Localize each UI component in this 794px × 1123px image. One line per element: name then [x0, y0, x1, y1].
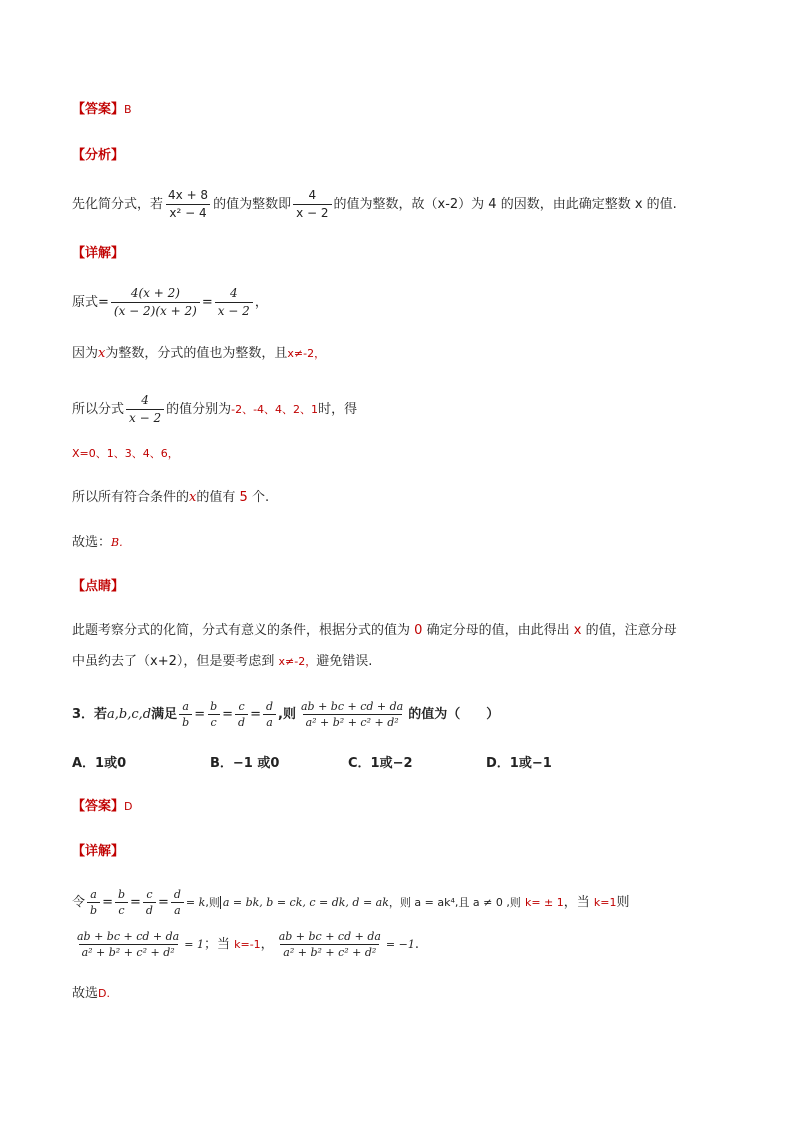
q3-then: ,则 [278, 707, 296, 722]
detail-l5x: x [189, 490, 197, 505]
analysis-heading [72, 146, 124, 166]
detail-l2a: 因为 [72, 346, 99, 361]
q3-big-den: a² + b² + c² + d² [303, 714, 402, 729]
fraction-4-num: 4 [229, 286, 238, 300]
q3-frac-b-den: c [208, 714, 220, 729]
sol-rels: a = bk, b = ck, c = dk, d = ak [220, 896, 389, 909]
comment-l1a: 此题考察分式的化简，分式有意义的条件，根据分式的值为 [72, 623, 411, 638]
detail-l3vals: -2、-4、4、2、1 [231, 403, 319, 416]
q3-frac-a-den: b [179, 714, 192, 729]
detail-l5c: 个. [251, 490, 270, 505]
sol-ling: 令 [72, 895, 86, 910]
option-b[interactable]: B．−1 或0 [210, 756, 280, 771]
sol-frac-b [115, 888, 128, 917]
q3-frac-c [235, 700, 248, 729]
comment-heading [72, 577, 124, 597]
sol-km1: k=-1 [234, 938, 261, 951]
analysis-tag: 【分析】 [72, 148, 125, 163]
fraction-4 [215, 286, 253, 319]
sol-dot: . [414, 937, 419, 952]
q3-num: 3．若 [72, 707, 108, 722]
comment-l1e: 的值，注意分母 [585, 623, 677, 638]
sol-big2-den: a² + b² + c² + d² [280, 944, 379, 959]
fraction-2-num: 4 [308, 188, 317, 202]
detail-l5a: 所以所有符合条件的 [72, 490, 190, 505]
sol-frac-b-num: b [117, 888, 126, 901]
sol-eq1: = [102, 895, 113, 910]
q3-vars: a,b,c,d [107, 707, 152, 722]
sol-big1-num: ab + bc + cd + da [77, 930, 180, 943]
sol-frac-d-den: a [171, 902, 184, 917]
sol-big-frac-2 [276, 930, 384, 959]
comment-l2a: 中虽约去了（x+2），但是要考虑到 [72, 654, 275, 669]
fraction-1-den: x² − 4 [166, 204, 209, 221]
fraction-5 [126, 393, 164, 426]
detail-l5b: 的值有 [196, 490, 236, 505]
detail-line-5 [72, 488, 269, 508]
sol-frac-d [171, 888, 184, 917]
sol-frac-c-num: c [146, 888, 153, 901]
question-3 [72, 700, 499, 729]
analysis-text [72, 188, 677, 221]
solution-final [72, 984, 110, 1004]
fraction-4-den: x − 2 [215, 302, 253, 319]
comment-l1c: 确定分母的值，由此得出 [426, 623, 570, 638]
fraction-1 [165, 188, 211, 221]
detail-heading [72, 244, 124, 264]
option-d[interactable]: D．1或−1 [486, 756, 552, 771]
sol-ze: 则 [616, 895, 630, 910]
sol-frac-a-num: a [90, 888, 97, 901]
fraction-2 [293, 188, 331, 221]
fraction-3-den: (x − 2)(x + 2) [111, 302, 200, 319]
q3-ask: 的值为（ ） [408, 707, 500, 722]
sol-rel2: ，则 a = ak⁴,且 a ≠ 0 ,则 [388, 896, 521, 909]
q3-frac-d-num: d [266, 700, 274, 713]
fraction-5-num: 4 [141, 393, 149, 407]
detail-heading-2 [72, 842, 124, 862]
q3-frac-a [179, 700, 192, 729]
detail-line-2 [72, 344, 325, 364]
sol-eq-one: = 1 [184, 938, 204, 951]
answer-value: B [124, 103, 132, 116]
sol-big2-num: ab + bc + cd + da [278, 930, 381, 943]
fraction-3-num: 4(x + 2) [130, 286, 180, 300]
sol-final-b: D. [98, 987, 110, 1000]
sol-frac-a [87, 888, 100, 917]
q3-options [72, 754, 624, 774]
answer-value-2: D [124, 800, 133, 813]
detail-l3b: 的值分别为 [166, 402, 232, 417]
detail-l2b: 为整数，分式的值也为整数，且 [105, 346, 288, 361]
q3-frac-d [263, 700, 276, 729]
answer-line-1 [72, 100, 132, 120]
sol-k1: k=1 [593, 896, 617, 909]
sol-frac-a-den: b [87, 902, 100, 917]
sol-kpm: k= ± 1 [524, 896, 564, 909]
comment-line-2 [72, 652, 372, 672]
detail-eq: = [201, 295, 213, 310]
comment-l2c: 避免错误. [316, 654, 373, 669]
q3-cond: 满足 [151, 707, 178, 722]
sol-eq-minus-one: = −1 [385, 938, 415, 951]
comment-tag: 【点睛】 [72, 579, 125, 594]
q3-eq2: = [222, 707, 234, 722]
detail-line-1 [72, 286, 268, 319]
q3-big-num: ab + bc + cd + da [301, 700, 404, 713]
q3-frac-c-den: d [235, 714, 248, 729]
comment-l2b: x≠-2， [278, 655, 317, 668]
option-c[interactable]: C．1或−2 [348, 756, 413, 771]
sol-big1-den: a² + b² + c² + d² [79, 944, 178, 959]
comment-l1b: 0 [414, 623, 423, 638]
detail-tag-2: 【详解】 [72, 844, 125, 859]
detail-l2c: x≠-2， [287, 347, 326, 360]
sol-k: = k [185, 896, 206, 909]
detail-tag: 【详解】 [72, 246, 125, 261]
fraction-1-num: 4x + 8 [168, 188, 209, 202]
q3-frac-c-num: c [238, 700, 245, 713]
q3-eq3: = [250, 707, 261, 722]
solution-line-1 [72, 888, 630, 917]
detail-l5n: 5 [239, 490, 248, 505]
sol-frac-c [143, 888, 156, 917]
comment-line-1 [72, 621, 677, 641]
q3-frac-d-den: a [263, 714, 276, 729]
sol-then: ,则 [205, 896, 220, 909]
detail-l6a: 故选： [72, 535, 112, 550]
q3-frac-b [207, 700, 220, 729]
sol-big-frac-1 [74, 930, 182, 959]
sol-frac-b-den: c [115, 902, 127, 917]
analysis-pre: 先化简分式，若 [72, 197, 164, 212]
q3-frac-b-num: b [210, 700, 218, 713]
detail-l3c: 时，得 [318, 402, 358, 417]
q3-big-frac [298, 700, 406, 729]
comment-l1d: x [573, 623, 582, 638]
sol-eq2: = [130, 895, 141, 910]
option-a[interactable]: A．1或0 [72, 756, 127, 771]
answer-line-2 [72, 797, 133, 817]
sol-eq3: = [157, 895, 169, 910]
sol-final-a: 故选 [72, 986, 99, 1001]
analysis-post: 的值为整数，故（x-2）为 4 的因数，由此确定整数 x 的值. [333, 197, 677, 212]
sol-frac-c-den: d [143, 902, 156, 917]
answer-tag-2: 【答案】 [72, 799, 125, 814]
detail-l6b: B. [111, 536, 123, 549]
detail-line-3 [72, 393, 357, 426]
analysis-mid: 的值为整数即 [213, 197, 292, 212]
detail-line-4: X=0、1、3、4、6， [72, 447, 179, 460]
sol-comma: ， [260, 937, 274, 952]
detail-tail: ， [254, 295, 268, 310]
solution-line-2 [72, 930, 419, 959]
q3-frac-a-num: a [182, 700, 189, 713]
sol-frac-d-num: d [173, 888, 181, 901]
detail-yuanshi: 原式= [72, 295, 109, 310]
fraction-3 [111, 286, 200, 319]
sol-when1: ，当 [563, 895, 590, 910]
answer-tag: 【答案】 [72, 102, 125, 117]
detail-l3a: 所以分式 [72, 402, 125, 417]
sol-when2: ；当 [203, 937, 230, 952]
q3-eq1: = [194, 707, 206, 722]
detail-line-6 [72, 533, 123, 553]
fraction-2-den: x − 2 [293, 204, 331, 221]
detail-l2x: x [98, 346, 106, 361]
fraction-5-den: x − 2 [126, 409, 164, 426]
